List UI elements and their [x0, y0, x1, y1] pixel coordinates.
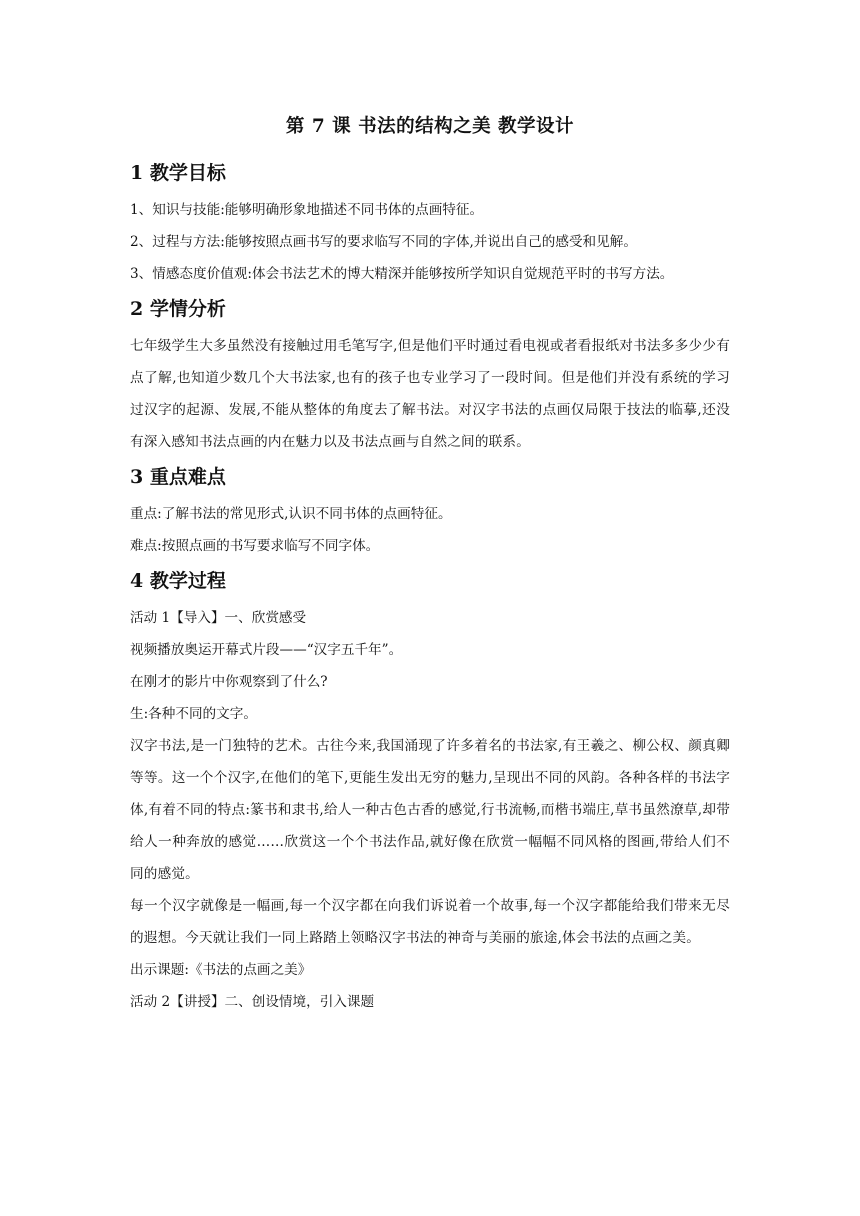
process-line: 在刚才的影片中你观察到了什么? — [130, 674, 328, 690]
process-line: 视频播放奥运开幕式片段——“汉字五千年”。 — [130, 642, 403, 658]
process-paragraph: 汉字书法,是一门独特的艺术。古往今来,我国涌现了许多着名的书法家,有王羲之、柳公权、颜真卿等等。这一个个汉字,在他们的笔下,更能生发出无穷的魅力,呈现出不同的风韵。各种各样的书法字体,有着不同的特点:篆书和隶书,给人一种古色古香的感觉,行书流畅,而楷书端庄,草书虽然潦草,却带给人一种奔放的感觉……欣赏这一个个书法作品,就好像在欣赏一幅幅不同风格的图画,带给人们不同的感觉。 — [130, 738, 730, 882]
process-line: 活动 2【讲授】二、创设情境，引入课题 — [130, 994, 375, 1010]
process-paragraph: 每一个汉字就像是一幅画,每一个汉字都在向我们诉说着一个故事,每一个汉字都能给我们带来无尽的遐想。今天就让我们一同上路踏上领略汉字书法的神奇与美丽的旅途,体会书法的点画之美。 — [130, 898, 730, 946]
section-heading-analysis: 2 学情分析 — [130, 298, 226, 320]
document-title: 第 7 课 书法的结构之美 教学设计 — [285, 116, 575, 137]
keypoint-item: 重点:了解书法的常见形式,认识不同书体的点画特征。 — [130, 506, 452, 522]
goal-item: 2、过程与方法:能够按照点画书写的要求临写不同的字体,并说出自己的感受和见解。 — [130, 234, 637, 250]
keypoint-item: 难点:按照点画的书写要求临写不同字体。 — [130, 538, 380, 554]
process-line: 生:各种不同的文字。 — [130, 706, 257, 722]
section-heading-keypoints: 3 重点难点 — [130, 466, 226, 488]
section-heading-goals: 1 教学目标 — [130, 162, 226, 184]
goal-item: 1、知识与技能:能够明确形象地描述不同书体的点画特征。 — [130, 202, 484, 218]
process-line: 出示课题:《书法的点画之美》 — [130, 962, 312, 978]
document-page — [130, 112, 730, 1018]
goal-item: 3、情感态度价值观:体会书法艺术的博大精深并能够按所学知识自觉规范平时的书写方法。 — [130, 266, 674, 282]
section-heading-process: 4 教学过程 — [130, 570, 226, 592]
analysis-paragraph: 七年级学生大多虽然没有接触过用毛笔写字,但是他们平时通过看电视或者看报纸对书法多多少少有点了解,也知道少数几个大书法家,也有的孩子也专业学习了一段时间。但是他们并没有系统的学习过汉字的起源、发展,不能从整体的角度去了解书法。对汉字书法的点画仅局限于技法的临摹,还没有深入感知书法点画的内在魅力以及书法点画与自然之间的联系。 — [130, 338, 730, 450]
process-line: 活动 1【导入】一、欣赏感受 — [130, 610, 307, 626]
